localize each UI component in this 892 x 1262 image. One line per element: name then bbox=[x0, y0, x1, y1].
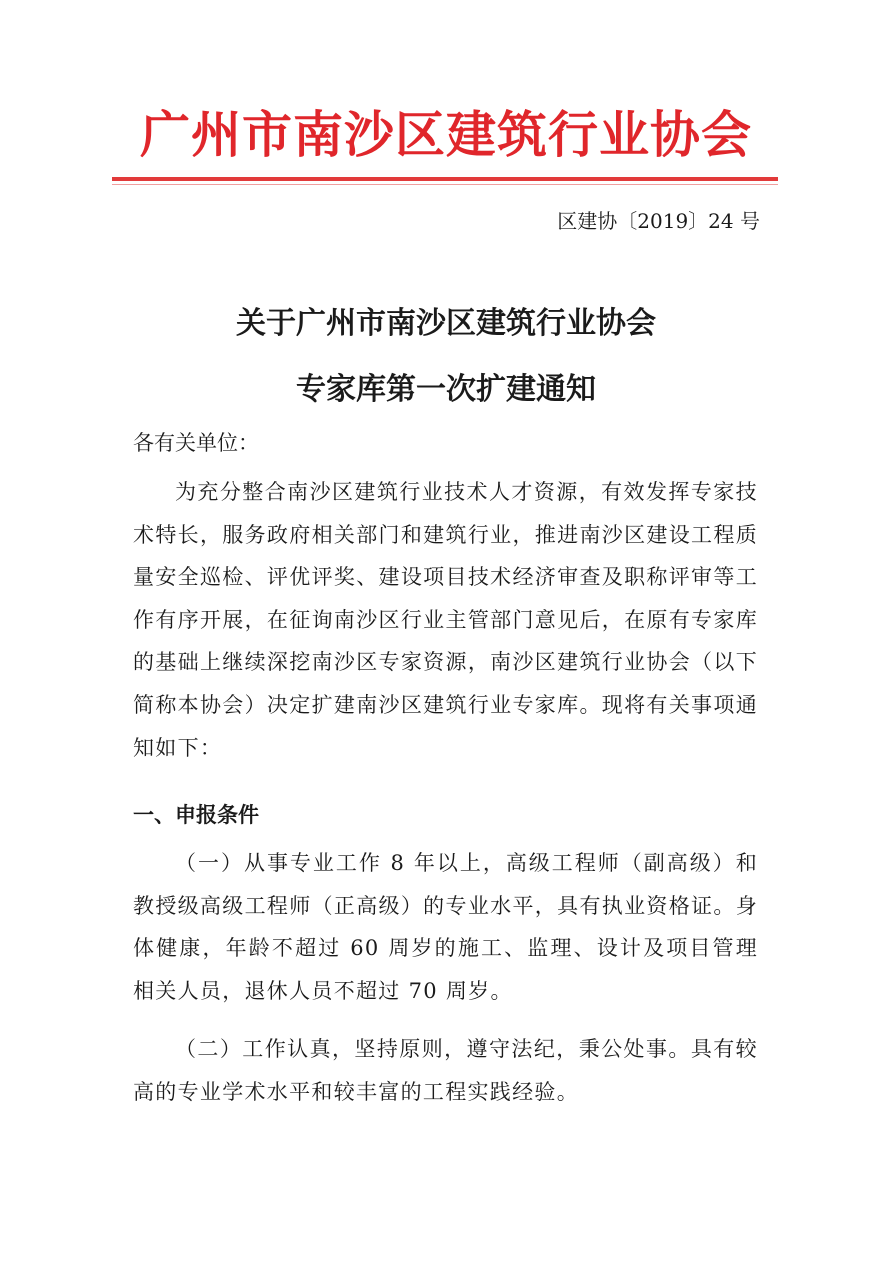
salutation: 各有关单位： bbox=[133, 431, 259, 455]
section-heading-application-conditions: 一、申报条件 bbox=[133, 803, 259, 827]
title-line-2: 专家库第一次扩建通知 bbox=[296, 372, 596, 407]
red-divider-thin bbox=[112, 184, 778, 185]
red-divider bbox=[112, 177, 778, 181]
title-line-1: 关于广州市南沙区建筑行业协会 bbox=[236, 306, 656, 341]
masthead-title: 广州市南沙区建筑行业协会 bbox=[140, 105, 752, 164]
condition-item-2: （二）工作认真，坚持原则，遵守法纪，秉公处事。具有较高的专业学术水平和较丰富的工程实践经验。 bbox=[133, 1037, 758, 1104]
document-number: 区建协〔2019〕24 号 bbox=[557, 209, 760, 233]
intro-paragraph: 为充分整合南沙区建筑行业技术人才资源，有效发挥专家技术特长，服务政府相关部门和建筑行业，推进南沙区建设工程质量安全巡检、评优评奖、建设项目技术经济审查及职称评审等工作有序开展，在征询南沙区行业主管部门意见后，在原有专家库的基础上继续深挖南沙区专家资源，南沙区建筑行业协会（以下简称本协会）决定扩建南沙区建筑行业专家库。现将有关事项通知如下： bbox=[133, 480, 758, 760]
condition-item-1: （一）从事专业工作 8 年以上，高级工程师（副高级）和教授级高级工程师（正高级）的专业水平，具有执业资格证。身体健康，年龄不超过 60 周岁的施工、监理、设计及项目管理相关人员，退休人员不超过 70 周岁。 bbox=[133, 851, 758, 1003]
